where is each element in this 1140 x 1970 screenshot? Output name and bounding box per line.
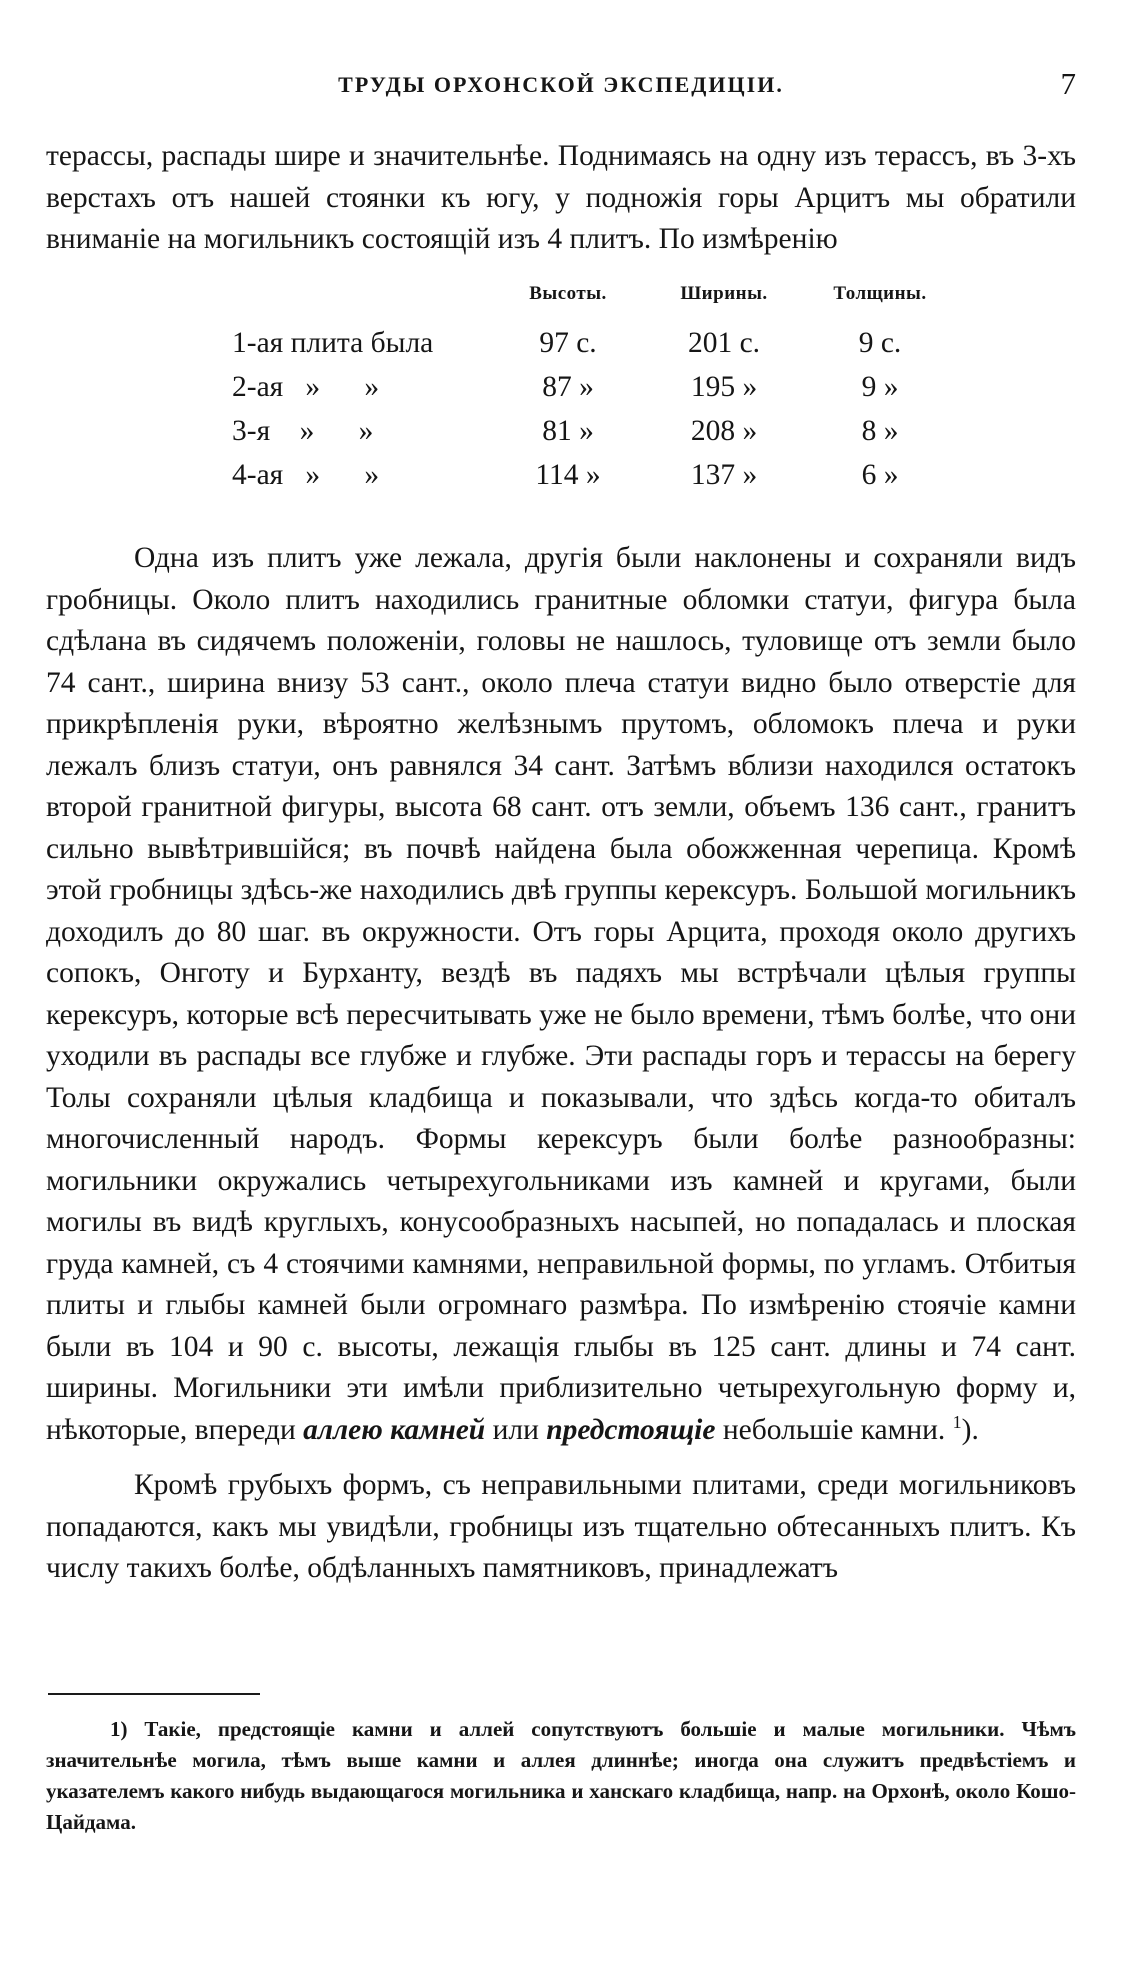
cell-width: 137 » <box>690 459 758 492</box>
italic-phrase-alley: аллею камней <box>303 1413 486 1446</box>
page-number: 7 <box>1060 66 1076 101</box>
table-row <box>232 366 954 410</box>
column-header-label <box>232 273 494 323</box>
cell-thickness: 8 » <box>861 415 899 448</box>
cell-width: 195 » <box>690 371 758 404</box>
cell-thickness: 9 с. <box>858 327 902 360</box>
body-text <box>46 136 1076 1590</box>
cell-width: 208 » <box>690 415 758 448</box>
paragraph-graves-end: ). <box>961 1413 979 1446</box>
paragraph-graves-text: Одна изъ плитъ уже лежала, другія были наклонены и сохраняли видъ гробницы. Около плитъ находились гранитные обломки статуи, фигура была сдѣлана въ сидячемъ положеніи, головы не нашлось, туловище отъ земли было 74 сант., ширина внизу 53 сант., около плеча статуи видно было отверстіе для прикрѣпленія руки, вѣроятно желѣзнымъ прутомъ, обломокъ плеча и руки лежалъ близъ статуи, онъ равнялся 34 сант. Затѣмъ вблизи находился остатокъ второй гранитной фигуры, высота 68 сант. отъ земли, объемъ 136 сант., гранитъ сильно вывѣтрившійся; въ почвѣ найдена была обожженная черепица. Кромѣ этой гробницы здѣсь-же находились двѣ группы керексуръ. Большой могильникъ доходилъ до 80 шаг. въ окружности. Отъ горы Арцита, проходя около другихъ сопокъ, Онготу и Бурханту, вездѣ въ падяхъ мы встрѣчали цѣлыя группы керексуръ, которые всѣ пересчитывать уже не было времени, тѣмъ болѣе, что они уходили въ распады все глубже и глубже. Эти распады горъ и терассы на берегу Толы сохраняли цѣлыя кладбища и показывали, что здѣсь когда-то обиталъ многочисленный народъ. Формы керексуръ были болѣе разнообразны: могильники окружались четырехугольниками изъ камней и кругами, были могилы въ видѣ круглыхъ, конусообразныхъ насыпей, но попадалась и плоская груда камней, съ 4 стоячими камнями, неправильной формы, по угламъ. Отбитыя плиты и глыбы камней были огромнаго размѣра. По измѣренію стоячіе камни были въ 104 и 90 с. высоты, лежащія глыбы въ 125 сант. длины и 74 сант. ширины. Могильники эти имѣли приблизительно четырехугольную форму и, нѣкоторые, впереди <box>46 542 1076 1446</box>
row-label: 3-я » » <box>232 415 374 448</box>
footnote-text: 1) Такіе, предстоящіе камни и аллей сопутствуютъ большіе и малые могильники. Чѣмъ значительнѣе могила, тѣмъ выше камни и аллея длиннѣе; иногда она служитъ предвѣстіемъ и указателемъ какого нибудь выдающагося могильника и ханскаго кладбища, напр. на Орхонѣ, около Кошо-Цайдама. <box>46 1717 1076 1834</box>
table-row <box>232 322 954 366</box>
slab-measurements-table <box>232 273 954 499</box>
paragraph-graves <box>46 538 1076 1451</box>
column-header-width: Ширины. <box>680 282 768 304</box>
column-header-height: Высоты. <box>529 282 607 304</box>
book-page <box>46 0 1076 1970</box>
cell-thickness: 9 » <box>861 371 899 404</box>
row-label: 2-ая » » <box>232 371 380 404</box>
table-header-row <box>232 273 954 323</box>
intro-paragraph: терассы, распады шире и значительнѣе. Поднимаясь на одну изъ терассъ, въ 3-хъ верстахъ отъ нашей стоянки къ югу, у подножія горы Арцитъ мы обратили вниманіе на могильникъ состоящій изъ 4 плитъ. По измѣренію <box>46 140 1076 255</box>
cell-thickness: 6 » <box>861 459 899 492</box>
conjunction-text: или <box>485 1413 547 1446</box>
cell-height: 97 с. <box>539 327 597 360</box>
table-row <box>232 410 954 454</box>
table-row <box>232 454 954 498</box>
cell-width: 201 с. <box>687 327 761 360</box>
row-label: 1-ая плита была <box>232 327 434 360</box>
cell-height: 87 » <box>542 371 594 404</box>
column-header-thickness: Толщины. <box>833 282 927 304</box>
italic-phrase-standing: предстоящіе <box>546 1413 716 1446</box>
cell-height: 114 » <box>535 459 601 492</box>
row-label: 4-ая » » <box>232 459 380 492</box>
footnote-divider <box>48 1693 260 1695</box>
cell-height: 81 » <box>542 415 594 448</box>
paragraph-slabs: Кромѣ грубыхъ формъ, съ неправильными плитами, среди могильниковъ попадаются, какъ мы увидѣли, гробницы изъ тщательно обтесанныхъ плитъ. Къ числу такихъ болѣе, обдѣланныхъ памятниковъ, принадлежатъ <box>46 1469 1076 1584</box>
paragraph-graves-tail: небольшіе камни. <box>715 1413 946 1446</box>
running-title: ТРУДЫ ОРХОНСКОЙ ЭКСПЕДИЦІИ. <box>338 72 784 97</box>
footnote-reference[interactable]: 1 <box>952 1411 962 1432</box>
footnote <box>46 1714 1076 1838</box>
running-head <box>46 66 1076 108</box>
